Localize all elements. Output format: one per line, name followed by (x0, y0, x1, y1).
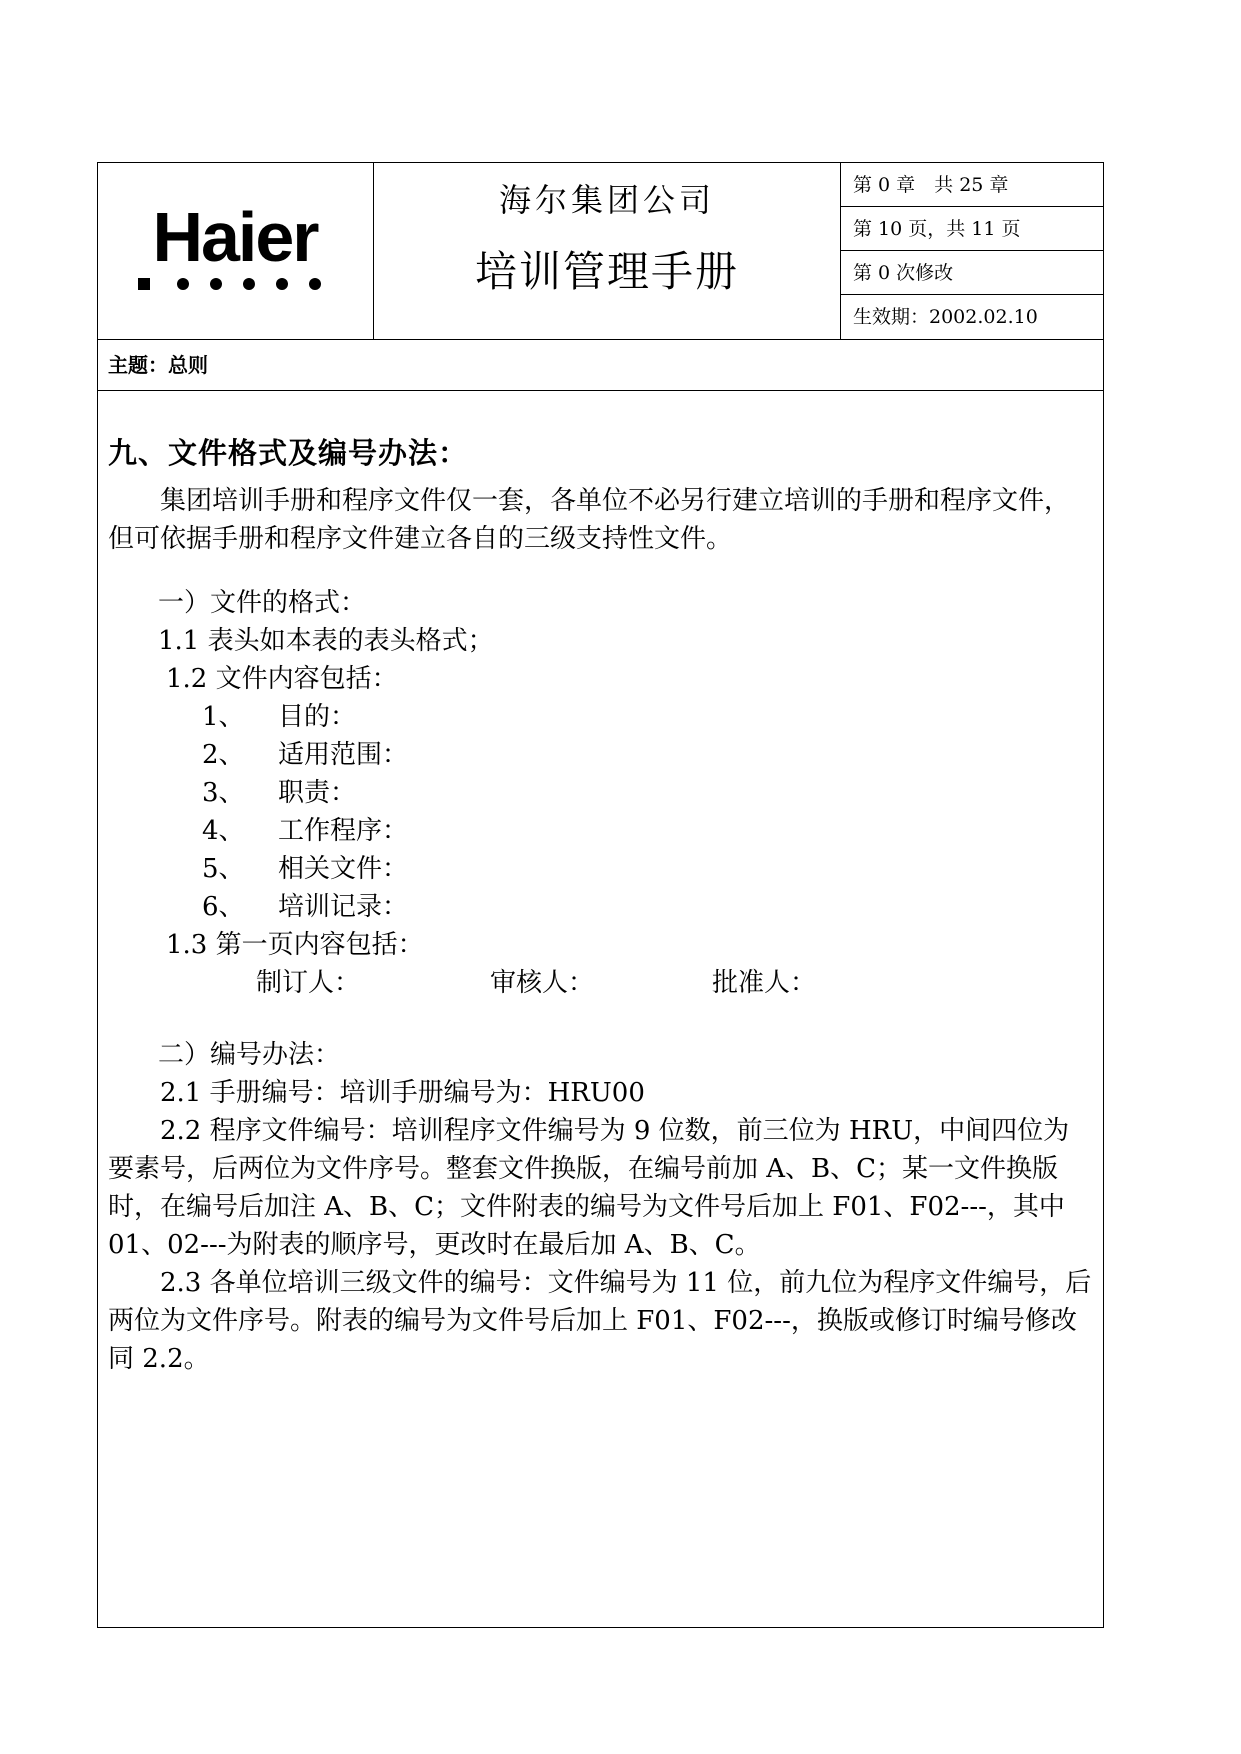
logo-dot (210, 278, 222, 290)
subject-row: 主题：总则 (98, 340, 1103, 391)
item-1-2: 1.2 文件内容包括： (166, 664, 398, 694)
effective-date: 生效期：2002.02.10 (853, 306, 1038, 328)
logo-wordmark: Haier (152, 198, 318, 276)
signature-row (108, 964, 1093, 1002)
list-item: 5、 相关文件： (202, 854, 409, 884)
signature-approver: 批准人： (712, 968, 817, 998)
logo-cell (98, 163, 374, 339)
logo-dot (243, 278, 255, 290)
signature-drafter: 制订人： (256, 968, 361, 998)
meta-cell (841, 163, 1103, 339)
section-title: 九、文件格式及编号办法： (108, 436, 469, 470)
page-info: 第 10 页，共 11 页 (841, 207, 1103, 251)
revision-info: 第 0 次修改 (841, 251, 1103, 295)
manual-title: 培训管理手册 (474, 247, 739, 296)
logo-square (138, 278, 150, 290)
list-item: 4、 工作程序： (202, 816, 409, 846)
list-item: 3、 职责： (202, 778, 357, 808)
paragraph-2-1: 2.1 手册编号：培训手册编号为：HRU00 (160, 1078, 645, 1108)
list-item: 2、 适用范围： (202, 740, 409, 770)
chapter-info: 第 0 章 共 25 章 (841, 163, 1103, 207)
logo-dot (309, 278, 321, 290)
document-body (108, 391, 1093, 1378)
numbering-heading: 二）编号办法： (158, 1040, 341, 1070)
document-frame (97, 162, 1104, 1628)
document-header (98, 163, 1103, 340)
logo-dot (276, 278, 288, 290)
list-item: 1、 目的： (202, 702, 357, 732)
paragraph-2-2: 2.2 程序文件编号：培训程序文件编号为 9 位数，前三位为 HRU，中间四位为要素号，后两位为文件序号。整套文件换版，在编号前加 A、B、C；某一文件换版时，在编号后加注 A、B、C；文件附表的编号为文件号后加上 F01、F02---，其中 01、02---为附表的顺序号，更改时在最后加 A、B、C。 (108, 1116, 1070, 1260)
company-name: 海尔集团公司 (498, 181, 715, 219)
title-cell (374, 163, 841, 339)
signature-reviewer: 审核人： (490, 968, 595, 998)
intro-paragraph: 集团培训手册和程序文件仅一套，各单位不必另行建立培训的手册和程序文件，但可依据手册和程序文件建立各自的三级支持性文件。 (108, 486, 1071, 554)
logo-dot (177, 278, 189, 290)
item-1-1: 1.1 表头如本表的表头格式； (158, 626, 494, 656)
list-item: 6、 培训记录： (202, 892, 409, 922)
haier-logo (98, 163, 374, 338)
paragraph-2-3: 2.3 各单位培训三级文件的编号：文件编号为 11 位，前九位为程序文件编号，后两位为文件序号。附表的编号为文件号后加上 F01、F02---，换版或修订时编号修改同 2.2。 (108, 1268, 1092, 1374)
item-1-3: 1.3 第一页内容包括： (166, 930, 424, 960)
format-heading: 一）文件的格式： (158, 588, 367, 618)
